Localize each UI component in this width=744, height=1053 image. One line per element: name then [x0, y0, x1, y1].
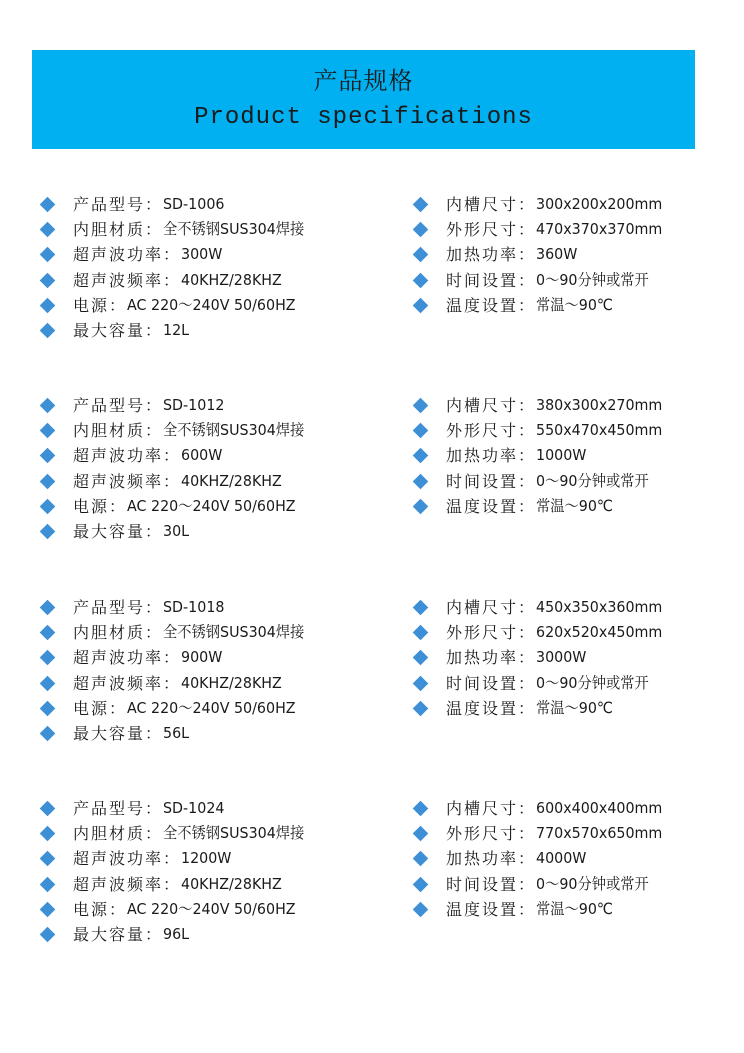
- spec-label: 温度设置：: [446, 295, 537, 315]
- diamond-icon: [40, 600, 56, 616]
- spec-label: 温度设置：: [446, 698, 537, 718]
- spec-label: 内槽尺寸：: [446, 195, 537, 214]
- diamond-icon: [40, 801, 56, 817]
- spec-value: 4000W: [536, 849, 587, 868]
- spec-label: 产品型号：: [73, 195, 164, 214]
- spec-label: 时间设置：: [446, 270, 537, 290]
- spec-row-ultrasonic-power: [38, 846, 388, 871]
- spec-label: 内胆材质：: [73, 220, 164, 240]
- diamond-icon: [40, 272, 56, 288]
- spec-value: AC 220～240V 50/60HZ: [127, 899, 296, 918]
- diamond-icon: [413, 473, 429, 489]
- spec-label: 外形尺寸：: [446, 421, 537, 441]
- spec-value: 12L: [163, 320, 190, 339]
- diamond-icon: [413, 675, 429, 691]
- spec-label: 超声波功率：: [73, 849, 182, 869]
- spec-value: 0～90分钟或常开: [536, 673, 649, 692]
- diamond-icon: [413, 247, 429, 263]
- spec-label: 加热功率：: [446, 648, 537, 668]
- diamond-icon: [40, 851, 56, 867]
- spec-value: 96L: [163, 924, 190, 943]
- spec-row-material: [38, 418, 388, 443]
- spec-value: 900W: [181, 648, 223, 667]
- spec-value: 550x470x450mm: [536, 421, 663, 440]
- spec-label: 内胆材质：: [73, 421, 164, 441]
- spec-label: 时间设置：: [446, 471, 537, 491]
- spec-column-right: [411, 595, 731, 721]
- spec-label: 电源：: [73, 899, 128, 919]
- diamond-icon: [40, 927, 56, 943]
- spec-value: 300x200x200mm: [536, 195, 663, 213]
- diamond-icon: [413, 272, 429, 288]
- spec-label: 最大容量：: [73, 320, 164, 340]
- spec-value: 常温～90℃: [536, 899, 613, 918]
- header-banner: [32, 50, 695, 149]
- spec-value: 常温～90℃: [536, 698, 613, 717]
- page-title-en: Product specifications: [194, 104, 533, 131]
- spec-label: 内槽尺寸：: [446, 396, 537, 415]
- diamond-icon: [40, 247, 56, 263]
- spec-value: SD-1018: [163, 598, 225, 616]
- spec-value: SD-1012: [163, 396, 225, 414]
- spec-label: 温度设置：: [446, 899, 537, 919]
- spec-row-temperature-setting: [411, 293, 731, 318]
- spec-label: 超声波频率：: [73, 673, 182, 693]
- spec-row-heating-power: [411, 846, 731, 871]
- spec-row-ultrasonic-frequency: [38, 872, 388, 897]
- diamond-icon: [413, 398, 429, 414]
- spec-value: 0～90分钟或常开: [536, 471, 649, 490]
- spec-row-ultrasonic-frequency: [38, 671, 388, 696]
- diamond-icon: [413, 222, 429, 238]
- spec-row-power-supply: [38, 293, 388, 318]
- spec-column-left: [38, 595, 388, 746]
- diamond-icon: [40, 499, 56, 515]
- spec-label: 外形尺寸：: [446, 824, 537, 844]
- spec-row-model: [38, 595, 388, 620]
- diamond-icon: [413, 423, 429, 439]
- diamond-icon: [40, 298, 56, 314]
- spec-label: 时间设置：: [446, 673, 537, 693]
- spec-row-model: [38, 393, 388, 418]
- spec-label: 加热功率：: [446, 849, 537, 869]
- product-spec-section: [0, 595, 744, 765]
- product-spec-section: [0, 796, 744, 966]
- diamond-icon: [40, 902, 56, 918]
- spec-row-ultrasonic-frequency: [38, 469, 388, 494]
- spec-value: 1200W: [181, 849, 232, 868]
- spec-value: 40KHZ/28KHZ: [181, 874, 282, 893]
- spec-value: 600x400x400mm: [536, 799, 663, 817]
- spec-row-heating-power: [411, 443, 731, 468]
- spec-value: 40KHZ/28KHZ: [181, 270, 282, 289]
- spec-row-material: [38, 620, 388, 645]
- diamond-icon: [413, 826, 429, 842]
- spec-label: 超声波频率：: [73, 471, 182, 491]
- spec-label: 电源：: [73, 295, 128, 315]
- diamond-icon: [40, 826, 56, 842]
- spec-value: 全不锈钢SUS304焊接: [163, 623, 305, 642]
- spec-value: 0～90分钟或常开: [536, 270, 649, 289]
- spec-value: 30L: [163, 521, 190, 540]
- spec-row-inner-tank-size: [411, 192, 731, 217]
- diamond-icon: [40, 701, 56, 717]
- page-title-cn: 产品规格: [313, 67, 414, 95]
- spec-label: 温度设置：: [446, 496, 537, 516]
- product-spec-section: [0, 393, 744, 563]
- diamond-icon: [40, 197, 56, 213]
- spec-label: 产品型号：: [73, 799, 164, 818]
- spec-row-heating-power: [411, 645, 731, 670]
- spec-row-capacity: [38, 519, 388, 544]
- spec-column-left: [38, 393, 388, 544]
- spec-value: AC 220～240V 50/60HZ: [127, 496, 296, 515]
- spec-label: 超声波频率：: [73, 874, 182, 894]
- diamond-icon: [413, 701, 429, 717]
- spec-label: 产品型号：: [73, 396, 164, 415]
- diamond-icon: [40, 398, 56, 414]
- spec-label: 超声波频率：: [73, 270, 182, 290]
- spec-value: 380x300x270mm: [536, 396, 663, 414]
- spec-row-time-setting: [411, 671, 731, 696]
- spec-value: 620x520x450mm: [536, 623, 663, 642]
- diamond-icon: [413, 625, 429, 641]
- spec-row-ultrasonic-power: [38, 242, 388, 267]
- diamond-icon: [413, 650, 429, 666]
- diamond-icon: [413, 902, 429, 918]
- spec-row-time-setting: [411, 469, 731, 494]
- diamond-icon: [413, 600, 429, 616]
- spec-label: 加热功率：: [446, 446, 537, 466]
- spec-row-time-setting: [411, 268, 731, 293]
- spec-label: 最大容量：: [73, 723, 164, 743]
- spec-value: 常温～90℃: [536, 295, 613, 314]
- spec-row-power-supply: [38, 696, 388, 721]
- spec-row-outer-size: [411, 821, 731, 846]
- diamond-icon: [40, 650, 56, 666]
- diamond-icon: [413, 876, 429, 892]
- diamond-icon: [40, 625, 56, 641]
- spec-row-outer-size: [411, 620, 731, 645]
- spec-value: SD-1024: [163, 799, 225, 817]
- spec-column-left: [38, 192, 388, 343]
- spec-row-capacity: [38, 922, 388, 947]
- diamond-icon: [413, 197, 429, 213]
- spec-row-time-setting: [411, 872, 731, 897]
- spec-row-temperature-setting: [411, 696, 731, 721]
- diamond-icon: [413, 499, 429, 515]
- spec-row-ultrasonic-power: [38, 443, 388, 468]
- spec-column-left: [38, 796, 388, 947]
- spec-value: 0～90分钟或常开: [536, 874, 649, 893]
- spec-row-material: [38, 217, 388, 242]
- spec-label: 内胆材质：: [73, 623, 164, 643]
- spec-value: 56L: [163, 723, 190, 742]
- spec-label: 内胆材质：: [73, 824, 164, 844]
- spec-row-ultrasonic-frequency: [38, 268, 388, 293]
- spec-row-inner-tank-size: [411, 393, 731, 418]
- diamond-icon: [40, 323, 56, 339]
- spec-row-model: [38, 796, 388, 821]
- spec-row-temperature-setting: [411, 897, 731, 922]
- diamond-icon: [413, 448, 429, 464]
- spec-value: 全不锈钢SUS304焊接: [163, 421, 305, 440]
- spec-row-outer-size: [411, 418, 731, 443]
- spec-value: 常温～90℃: [536, 496, 613, 515]
- spec-row-model: [38, 192, 388, 217]
- spec-label: 加热功率：: [446, 245, 537, 265]
- diamond-icon: [40, 222, 56, 238]
- spec-label: 内槽尺寸：: [446, 598, 537, 617]
- diamond-icon: [40, 448, 56, 464]
- spec-row-power-supply: [38, 897, 388, 922]
- spec-label: 时间设置：: [446, 874, 537, 894]
- diamond-icon: [40, 876, 56, 892]
- spec-value: 1000W: [536, 446, 587, 465]
- spec-value: 360W: [536, 245, 578, 264]
- spec-row-inner-tank-size: [411, 796, 731, 821]
- spec-label: 外形尺寸：: [446, 220, 537, 240]
- spec-value: 全不锈钢SUS304焊接: [163, 824, 305, 843]
- diamond-icon: [40, 473, 56, 489]
- spec-row-outer-size: [411, 217, 731, 242]
- spec-value: 40KHZ/28KHZ: [181, 471, 282, 490]
- spec-label: 产品型号：: [73, 598, 164, 617]
- spec-value: AC 220～240V 50/60HZ: [127, 698, 296, 717]
- spec-row-capacity: [38, 721, 388, 746]
- diamond-icon: [413, 801, 429, 817]
- spec-value: 450x350x360mm: [536, 598, 663, 616]
- diamond-icon: [413, 298, 429, 314]
- spec-row-ultrasonic-power: [38, 645, 388, 670]
- spec-row-power-supply: [38, 494, 388, 519]
- spec-label: 最大容量：: [73, 924, 164, 944]
- spec-value: AC 220～240V 50/60HZ: [127, 295, 296, 314]
- spec-label: 最大容量：: [73, 521, 164, 541]
- spec-row-inner-tank-size: [411, 595, 731, 620]
- spec-label: 电源：: [73, 698, 128, 718]
- spec-value: 470x370x370mm: [536, 220, 663, 239]
- product-spec-section: [0, 192, 744, 362]
- spec-label: 超声波功率：: [73, 245, 182, 265]
- spec-label: 超声波功率：: [73, 648, 182, 668]
- spec-row-temperature-setting: [411, 494, 731, 519]
- spec-value: 3000W: [536, 648, 587, 667]
- spec-column-right: [411, 192, 731, 318]
- spec-value: 全不锈钢SUS304焊接: [163, 220, 305, 239]
- spec-label: 电源：: [73, 496, 128, 516]
- diamond-icon: [40, 726, 56, 742]
- spec-value: SD-1006: [163, 195, 225, 213]
- spec-value: 600W: [181, 446, 223, 465]
- diamond-icon: [40, 423, 56, 439]
- diamond-icon: [40, 524, 56, 540]
- diamond-icon: [40, 675, 56, 691]
- diamond-icon: [413, 851, 429, 867]
- spec-label: 外形尺寸：: [446, 623, 537, 643]
- spec-row-heating-power: [411, 242, 731, 267]
- spec-row-capacity: [38, 318, 388, 343]
- spec-label: 内槽尺寸：: [446, 799, 537, 818]
- spec-column-right: [411, 796, 731, 922]
- spec-value: 40KHZ/28KHZ: [181, 673, 282, 692]
- spec-label: 超声波功率：: [73, 446, 182, 466]
- spec-value: 770x570x650mm: [536, 824, 663, 843]
- spec-column-right: [411, 393, 731, 519]
- spec-value: 300W: [181, 245, 223, 264]
- spec-row-material: [38, 821, 388, 846]
